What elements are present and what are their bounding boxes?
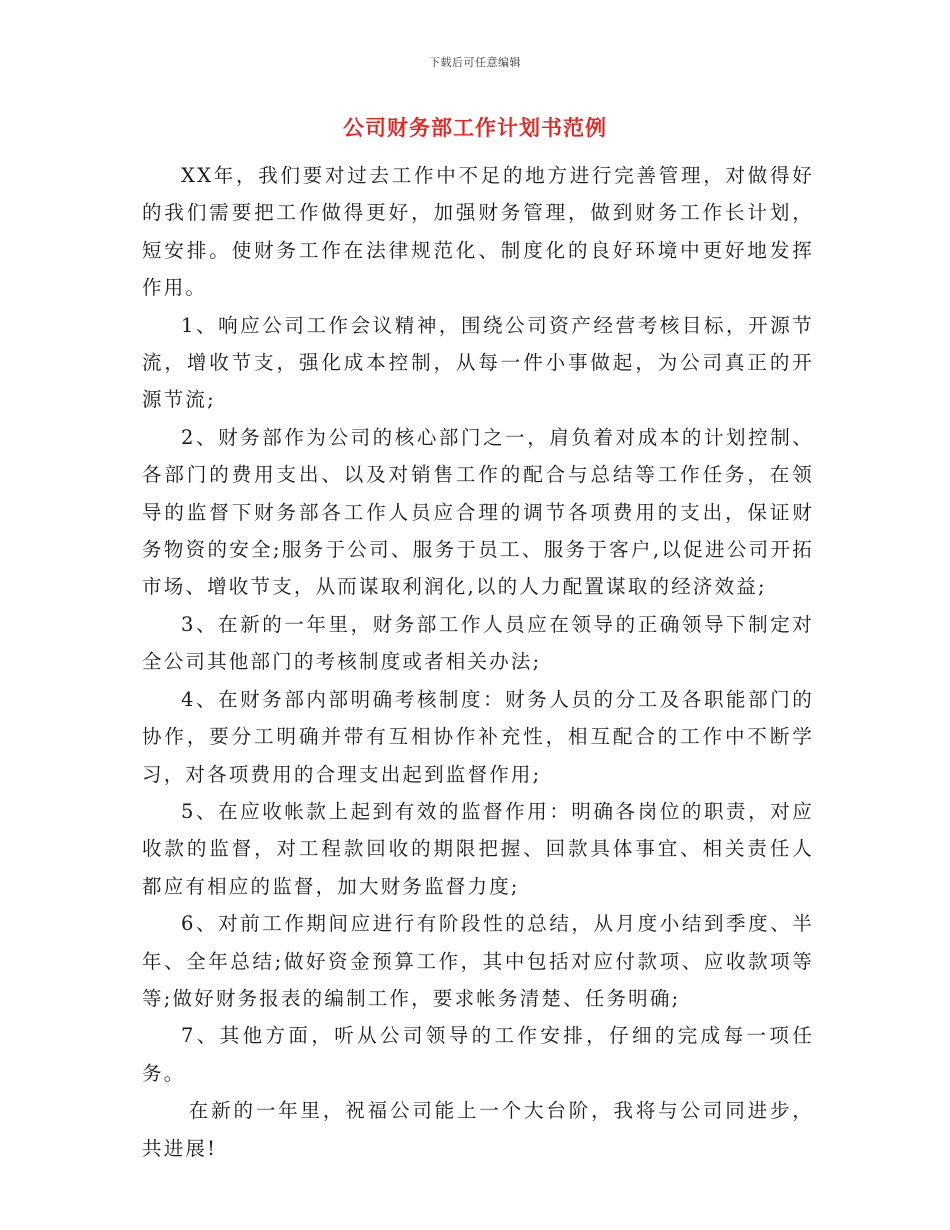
plan-item-2: 2、财务部作为公司的核心部门之一，肩负着对成本的计划控制、各部门的费用支出、以及对销售工作的配合与总结等工作任务，在领导的监督下财务部各工作人员应合理的调节各项费用的支出，保证财务物资的安全;服务于公司、服务于员工、服务于客户,以促进公司开拓市场、增收节支，从而谋取利润化,以的人力配置谋取的经济效益; <box>142 425 814 599</box>
plan-item-3: 3、在新的一年里，财务部工作人员应在领导的正确领导下制定对全公司其他部门的考核制度或者相关办法; <box>142 612 814 674</box>
plan-item-7: 7、其他方面，听从公司领导的工作安排，仔细的完成每一项任务。 <box>142 1024 814 1085</box>
intro-paragraph: XX年，我们要对过去工作中不足的地方进行完善管理，对做得好的我们需要把工作做得更好，加强财务管理，做到财务工作长计划，短安排。使财务工作在法律规范化、制度化的良好环境中更好地发挥作用。 <box>142 164 814 300</box>
plan-item-4: 4、在财务部内部明确考核制度：财务人员的分工及各职能部门的协作，要分工明确并带有互相协作补充性，相互配合的工作中不断学习，对各项费用的合理支出起到监督作用; <box>142 687 814 786</box>
document-body <box>142 157 814 1167</box>
header-note: 下载后可任意编辑 <box>429 56 521 69</box>
closing-paragraph: 在新的一年里，祝福公司能上一个大台阶，我将与公司同进步，共进展! <box>142 1099 814 1160</box>
document-title: 公司财务部工作计划书范例 <box>343 115 607 140</box>
plan-item-1: 1、响应公司工作会议精神，围绕公司资产经营考核目标，开源节流，增收节支，强化成本控制，从每一件小事做起，为公司真正的开源节流; <box>142 313 814 412</box>
plan-item-6: 6、对前工作期间应进行有阶段性的总结，从月度小结到季度、半年、全年总结;做好资金预算工作，其中包括对应付款项、应收款项等等;做好财务报表的编制工作，要求帐务清楚、任务明确; <box>142 912 814 1010</box>
plan-item-5: 5、在应收帐款上起到有效的监督作用：明确各岗位的职责，对应收款的监督，对工程款回收的期限把握、回款具体事宜、相关责任人都应有相应的监督，加大财务监督力度; <box>142 799 814 898</box>
